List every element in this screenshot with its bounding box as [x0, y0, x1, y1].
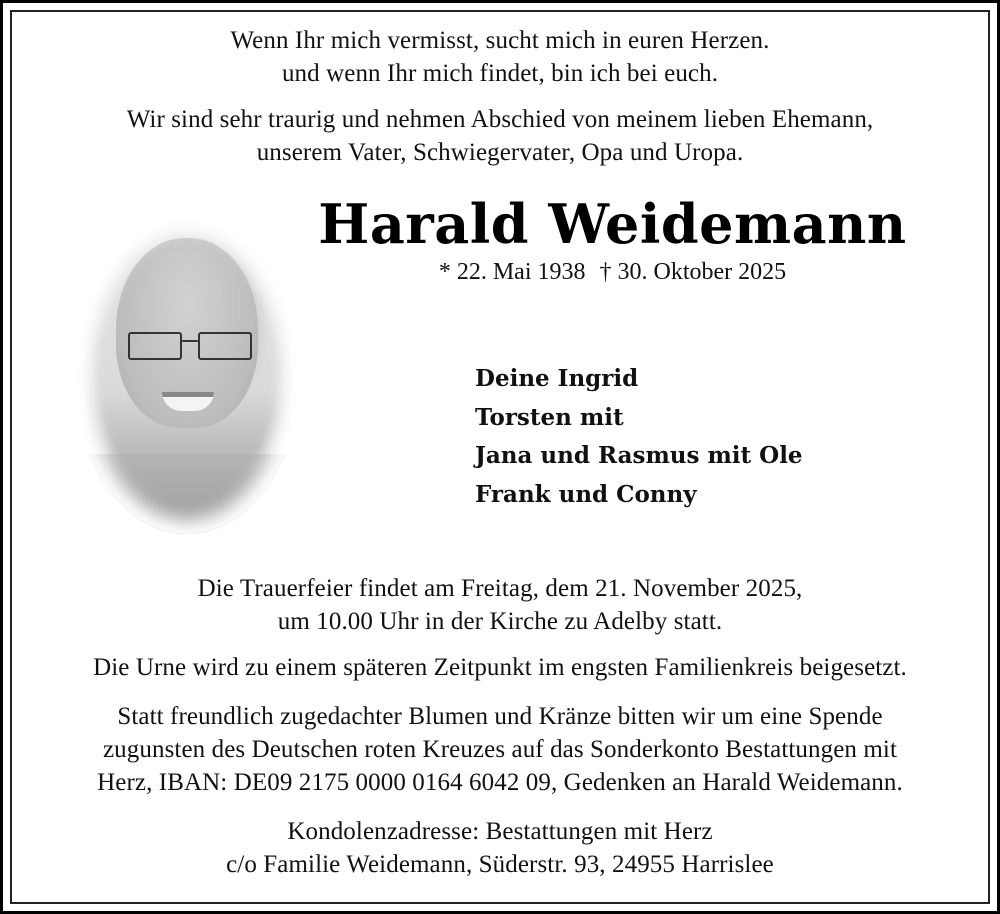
mourner-item: Jana und Rasmus mit Ole	[475, 442, 803, 469]
poem-line-2: und wenn Ihr mich findet, bin ich bei euch.	[281, 60, 719, 87]
portrait-photo	[74, 214, 300, 534]
photo-vignette	[74, 214, 300, 534]
service-line-1: Die Trauerfeier findet am Freitag, dem 21. November 2025,	[197, 575, 803, 602]
donation-line-3: Herz, IBAN: DE09 2175 0000 0164 6042 09, Gedenken an Harald Weidemann.	[97, 769, 903, 796]
donation-line-2: zugunsten des Deutschen roten Kreuzes auf das Sonderkonto Bestattungen mit	[102, 736, 897, 763]
intro-line-1: Wir sind sehr traurig und nehmen Abschied von meinem lieben Ehemann,	[126, 106, 874, 133]
condolence-line-1: Kondolenzadresse: Bestattungen mit Herz	[287, 818, 713, 845]
birth-date: * 22. Mai 1938	[438, 259, 586, 285]
deceased-name: Harald Weidemann	[318, 192, 907, 256]
mourners-list	[475, 360, 803, 514]
donation-line-1: Statt freundlich zugedachter Blumen und Kränze bitten wir um eine Spende	[117, 703, 883, 730]
mourner-item: Frank und Conny	[475, 480, 697, 508]
service-line-2: um 10.00 Uhr in der Kirche zu Adelby statt.	[277, 608, 723, 635]
mourner-item: Deine Ingrid	[475, 365, 639, 392]
mourner-item: Torsten mit	[475, 403, 624, 431]
poem-line-1: Wenn Ihr mich vermisst, sucht mich in euren Herzen.	[230, 27, 770, 54]
life-dates	[300, 259, 925, 286]
death-date: † 30. Oktober 2025	[599, 259, 787, 285]
burial-line: Die Urne wird zu einem späteren Zeitpunkt im engsten Familienkreis beigesetzt.	[93, 654, 907, 681]
intro-line-2: unserem Vater, Schwiegervater, Opa und Uropa.	[256, 139, 744, 166]
condolence-line-2: c/o Familie Weidemann, Süderstr. 93, 24955 Harrislee	[226, 851, 774, 878]
